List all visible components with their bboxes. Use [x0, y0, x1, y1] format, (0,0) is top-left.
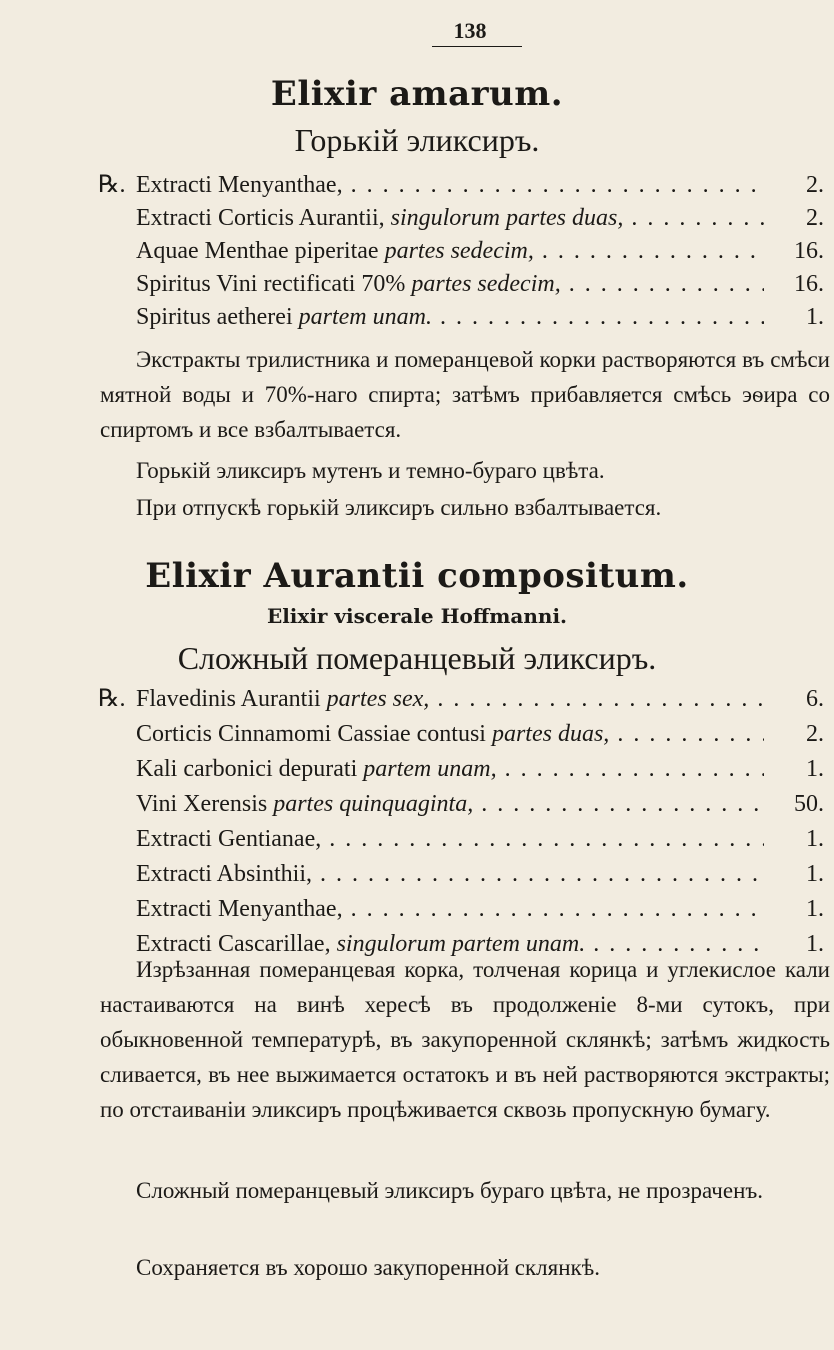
recipe-symbol: ℞.	[98, 686, 126, 712]
recipe-symbol: ℞.	[98, 172, 126, 198]
ingredient-name: Extracti Cascarillae,	[136, 931, 331, 957]
ingredient-name: Vini Xerensis	[136, 791, 268, 817]
page-number-rule	[432, 46, 522, 47]
ingredient-name: Kali carbonici depurati	[136, 756, 358, 782]
ingredient-quantity: partes sex,	[326, 686, 430, 712]
ingredient-name: Flavedinis Aurantii	[136, 686, 321, 712]
ingredient-name: Spiritus Vini rectificati 70%	[136, 271, 406, 297]
ingredient-amount: 2.	[806, 172, 824, 198]
recipe-row	[0, 894, 834, 924]
ingredient-name: Spiritus aetherei	[136, 304, 293, 330]
ingredient-name: Extracti Absinthii,	[136, 861, 312, 887]
recipe-row	[0, 719, 834, 749]
recipe-row	[0, 824, 834, 854]
ingredient-amount: 16.	[794, 271, 824, 297]
section2-paragraph: Сохраняется въ хорошо закупоренной склянкѣ.	[136, 1255, 600, 1280]
ingredient-name: Corticis Cinnamomi Cassiae contusi	[136, 721, 486, 747]
ingredient-quantity: singulorum partes duas,	[390, 205, 624, 231]
ingredient-quantity: partes sedecim,	[411, 271, 561, 297]
recipe-row	[0, 302, 834, 332]
ingredient-name: Aquae Menthae piperitae	[136, 238, 379, 264]
page-number: 138	[453, 18, 487, 43]
section2-subtitle-latin: Elixir viscerale Hoffmanni.	[266, 604, 568, 628]
ingredient-name: Extracti Menyanthae,	[136, 896, 343, 922]
recipe-row	[0, 789, 834, 819]
recipe-row	[0, 236, 834, 266]
ingredient-quantity: partes sedecim,	[384, 238, 534, 264]
section1-title-russian: Горькій эликсиръ.	[294, 122, 540, 158]
section1-paragraph: Экстракты трилистника и померанцевой корки растворяются въ смѣси мятной воды и 70%-наго спирта; затѣмъ прибавляется смѣсь эѳира со спиртомъ и все взбалтывается.	[100, 347, 830, 442]
ingredient-amount: 1.	[806, 304, 824, 330]
section1-title-latin: Elixir amarum.	[270, 74, 564, 114]
ingredient-amount: 1.	[806, 861, 824, 887]
ingredient-quantity: partes quinquaginta,	[273, 791, 474, 817]
ingredient-name: Extracti Menyanthae,	[136, 172, 343, 198]
section1-paragraph: При отпускѣ горькій эликсиръ сильно взбалтывается.	[136, 495, 662, 520]
ingredient-quantity: singulorum partem unam.	[336, 931, 586, 957]
ingredient-amount: 50.	[794, 791, 824, 817]
section2-title-latin: Elixir Aurantii compositum.	[145, 556, 689, 596]
section2-title-russian: Сложный померанцевый эликсиръ.	[177, 640, 657, 676]
recipe-row	[0, 170, 834, 200]
ingredient-quantity: partes duas,	[491, 721, 610, 747]
ingredient-name: Extracti Gentianae,	[136, 826, 322, 852]
recipe-row	[0, 203, 834, 233]
ingredient-amount: 2.	[806, 205, 824, 231]
ingredient-amount: 6.	[806, 686, 824, 712]
section2-paragraph: Изрѣзанная померанцевая корка, толченая корица и углекислое кали настаиваются на винѣ хересѣ въ продолженіе 8-ми сутокъ, при обыкновенной температурѣ, въ закупоренной склянкѣ; затѣмъ жидкость сливается, въ нее выжимается остатокъ и въ ней растворяются экстракты; по отстаиваніи эликсиръ процѣживается сквозь пропускную бумагу.	[100, 957, 830, 1122]
ingredient-name: Extracti Corticis Aurantii,	[136, 205, 385, 231]
recipe-row	[0, 684, 834, 714]
section1-paragraph: Горькій эликсиръ мутенъ и темно-бураго цвѣта.	[136, 458, 605, 483]
ingredient-amount: 2.	[806, 721, 824, 747]
ingredient-amount: 1.	[806, 931, 824, 957]
recipe-row	[0, 859, 834, 889]
recipe-row	[0, 269, 834, 299]
section2-paragraph: Сложный померанцевый эликсиръ бураго цвѣта, не прозраченъ.	[136, 1178, 764, 1203]
ingredient-amount: 1.	[806, 756, 824, 782]
ingredient-quantity: partem unam,	[363, 756, 497, 782]
ingredient-amount: 1.	[806, 896, 824, 922]
recipe-row	[0, 754, 834, 784]
ingredient-amount: 1.	[806, 826, 824, 852]
ingredient-amount: 16.	[794, 238, 824, 264]
ingredient-quantity: partem unam.	[298, 304, 432, 330]
